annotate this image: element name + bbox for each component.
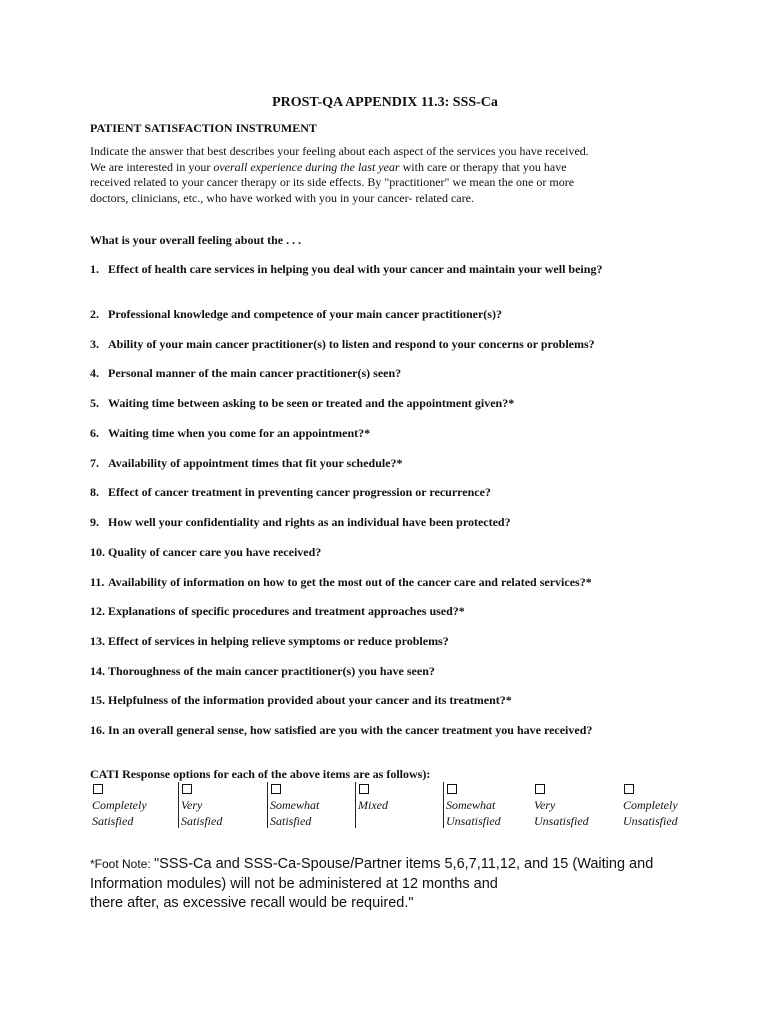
question-item — [90, 456, 650, 471]
option-label-line1: Very — [534, 798, 556, 812]
option-label-line2: Unsatisfied — [446, 814, 501, 828]
option-label-line2: Satisfied — [181, 814, 223, 828]
intro-emphasis: overall experience during the last year — [213, 159, 400, 174]
checkbox-icon[interactable] — [447, 784, 457, 794]
question-number: 14. — [90, 664, 105, 678]
question-item — [90, 366, 650, 381]
question-number: 7. — [90, 456, 99, 470]
option-label-line1: Somewhat — [446, 798, 496, 812]
question-number: 4. — [90, 366, 99, 380]
question-number: 1. — [90, 262, 99, 276]
question-text: Professional knowledge and competence of your main cancer practitioner(s)? — [108, 307, 502, 321]
footnote — [90, 855, 690, 914]
response-option[interactable] — [534, 782, 589, 828]
response-option[interactable] — [178, 782, 222, 828]
response-options — [90, 782, 690, 828]
response-option[interactable] — [355, 782, 388, 828]
question-item — [90, 426, 650, 441]
question-number: 5. — [90, 396, 99, 410]
question-text: Effect of health care services in helping you deal with your cancer and maintain your well being? — [108, 262, 603, 276]
question-text: Ability of your main cancer practitioner(s) to listen and respond to your concerns or problems? — [108, 337, 595, 351]
question-item — [90, 693, 650, 708]
question-item — [90, 485, 650, 500]
question-number: 11. — [90, 575, 105, 589]
question-number: 16. — [90, 723, 105, 737]
question-number: 9. — [90, 515, 99, 529]
question-item — [90, 307, 650, 322]
page-title: PROST-QA APPENDIX 11.3: SSS-Ca — [272, 95, 498, 110]
question-prompt: What is your overall feeling about the . . . — [90, 233, 302, 247]
question-text: Waiting time between asking to be seen or treated and the appointment given?* — [108, 396, 515, 410]
option-label-line2: Satisfied — [92, 814, 134, 828]
response-option[interactable] — [443, 782, 501, 828]
question-item — [90, 575, 650, 590]
question-text: Quality of cancer care you have received? — [108, 545, 322, 559]
response-option[interactable] — [267, 782, 319, 828]
option-label-line1: Somewhat — [270, 798, 320, 812]
question-text: Effect of services in helping relieve symptoms or reduce problems? — [108, 634, 449, 648]
question-text: How well your confidentiality and rights as an individual have been protected? — [108, 515, 511, 529]
intro-text-part1: Indicate the answer that best describes your feeling about each aspect of the services you have received. We are interested in your — [90, 144, 589, 174]
checkbox-icon[interactable] — [359, 784, 369, 794]
question-number: 15. — [90, 693, 105, 707]
question-item — [90, 604, 650, 619]
instrument-subheading: PATIENT SATISFACTION INSTRUMENT — [90, 121, 317, 135]
question-text: Explanations of specific procedures and treatment approaches used?* — [108, 604, 465, 618]
checkbox-icon[interactable] — [93, 784, 103, 794]
question-number: 13. — [90, 634, 105, 648]
footnote-text-continued: there after, as excessive recall would be required." — [90, 895, 414, 911]
question-text: Availability of appointment times that fit your schedule?* — [108, 456, 403, 470]
question-number: 8. — [90, 485, 99, 499]
question-text: In an overall general sense, how satisfied are you with the cancer treatment you have received? — [108, 723, 593, 737]
checkbox-icon[interactable] — [271, 784, 281, 794]
option-label-line2: Unsatisfied — [534, 814, 589, 828]
option-label-line1: Completely — [623, 798, 678, 812]
cati-response-label: CATI Response options for each of the above items are as follows): — [90, 767, 431, 781]
question-item — [90, 262, 650, 277]
question-text: Waiting time when you come for an appointment?* — [108, 426, 371, 440]
response-option[interactable] — [92, 782, 147, 828]
question-text: Availability of information on how to get the most out of the cancer care and related services?* — [108, 575, 592, 589]
question-text: Effect of cancer treatment in preventing cancer progression or recurrence? — [108, 485, 491, 499]
checkbox-icon[interactable] — [535, 784, 545, 794]
intro-paragraph — [90, 144, 590, 206]
option-label-line1: Mixed — [358, 798, 388, 812]
response-option[interactable] — [623, 782, 678, 828]
question-item — [90, 634, 650, 649]
option-label-line2: Satisfied — [270, 814, 312, 828]
question-item — [90, 664, 650, 679]
question-text: Personal manner of the main cancer practitioner(s) seen? — [108, 366, 402, 380]
question-number: 10. — [90, 545, 105, 559]
option-label-line2: Unsatisfied — [623, 814, 678, 828]
question-item — [90, 723, 650, 738]
checkbox-icon[interactable] — [624, 784, 634, 794]
question-item — [90, 545, 650, 560]
option-label-line1: Very — [181, 798, 203, 812]
checkbox-icon[interactable] — [182, 784, 192, 794]
option-label-line1: Completely — [92, 798, 147, 812]
question-number: 2. — [90, 307, 99, 321]
intro-text-part2: with care or therapy that you have received related to your cancer therapy or its side effects. By "practitioner" we mean the one or more doctors, clinicians, etc., who have worked with you in your cancer- related care. — [90, 159, 575, 205]
question-item — [90, 515, 650, 530]
footnote-text: "SSS-Ca and SSS-Ca-Spouse/Partner items 5,6,7,11,12, and 15 (Waiting and Information modules) will not be administered at 12 months and — [90, 856, 654, 892]
question-item — [90, 396, 650, 411]
question-number: 3. — [90, 337, 99, 351]
question-text: Helpfulness of the information provided about your cancer and its treatment?* — [108, 693, 512, 707]
question-text: Thoroughness of the main cancer practitioner(s) you have seen? — [108, 664, 435, 678]
question-item — [90, 337, 650, 352]
footnote-label: *Foot Note: — [90, 857, 155, 871]
question-number: 12. — [90, 604, 105, 618]
question-number: 6. — [90, 426, 99, 440]
